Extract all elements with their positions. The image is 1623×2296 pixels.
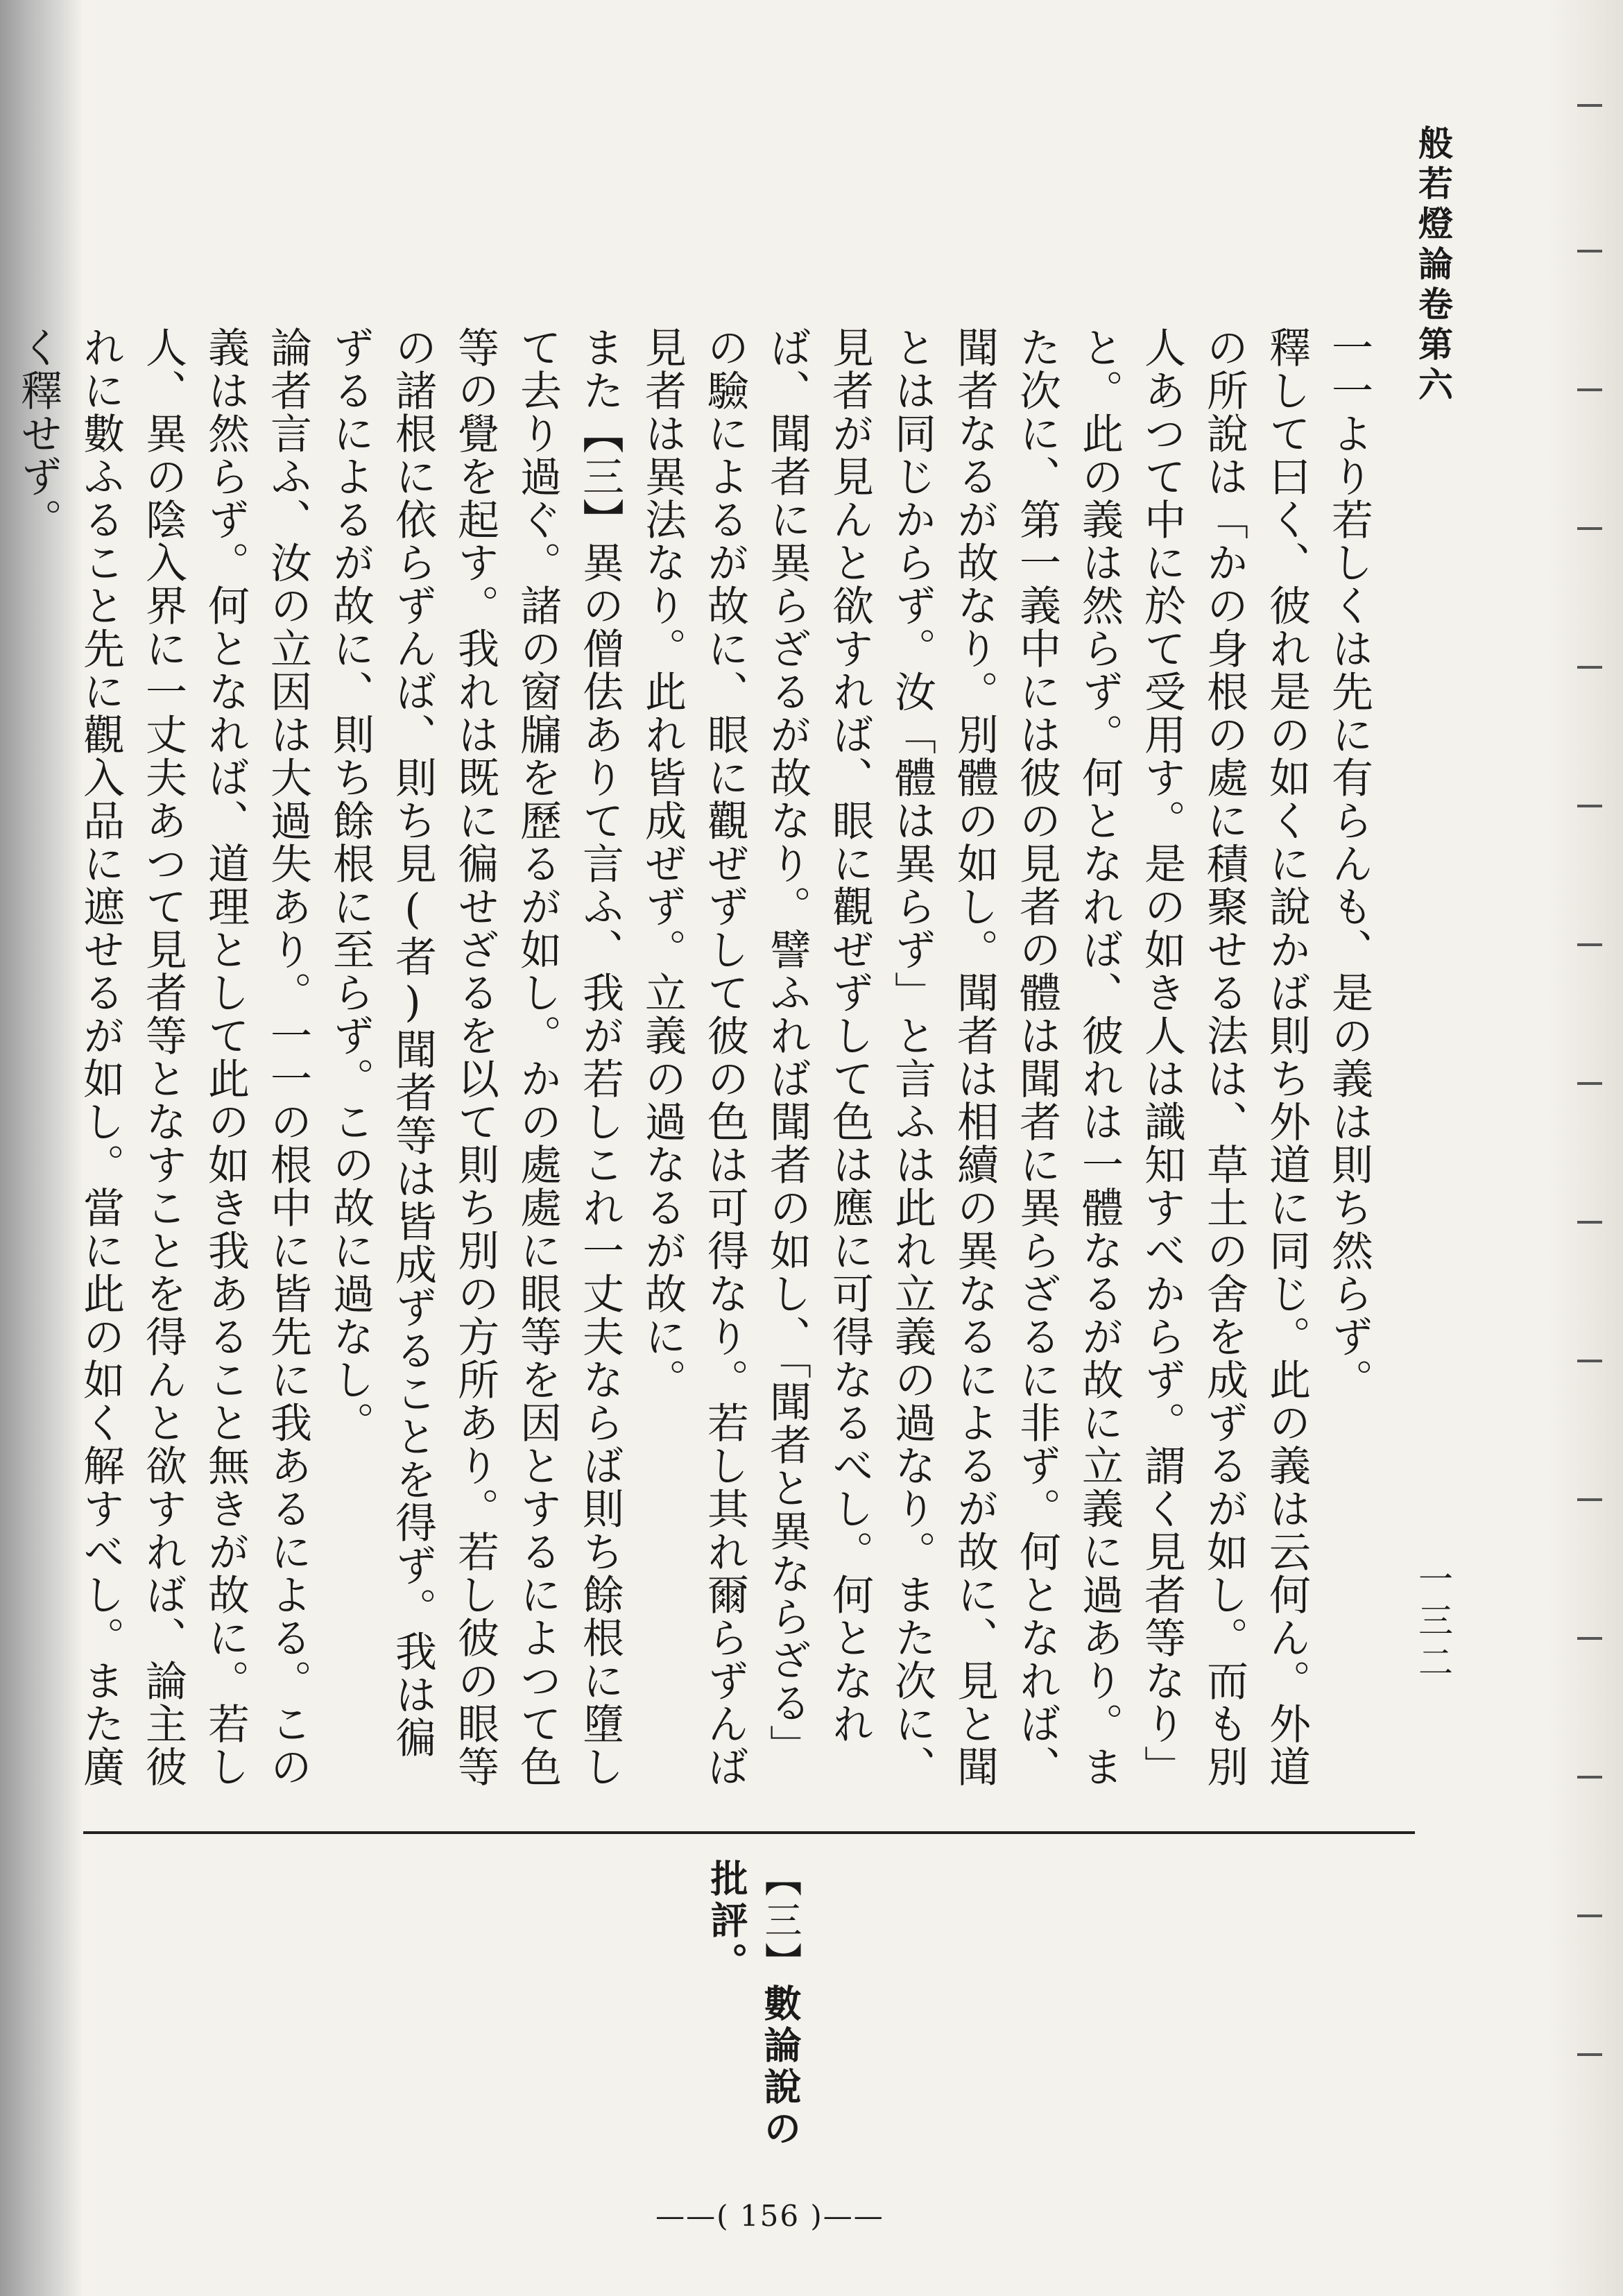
paragraph: また【三】異の僧佉ありて言ふ、我が若しこれ一丈夫ならば則ち餘根に墮して去り過ぐ。諸の窗牖を歷るが如し。かの處處に眼等を因とするによつて色等の覺を起す。我れは既に徧せざるを以て則ち別の方所あり。若し彼の眼等の諸根に依らずんば、則ち見(者)聞者等は皆成ずることを得ず。我は徧ずるによるが故に、則ち餘根に至らず。この故に過なし。 <box>326 326 624 1788</box>
margin-tick <box>1577 250 1602 252</box>
margin-tick <box>1577 1082 1602 1085</box>
paragraph: 論者言ふ、汝の立因は大過失あり。一一の根中に皆先に我あるによる。この義は然らず。何となれば、道理として此の如き我あること無きが故に。若し人、異の陰入界に一丈夫あつて見者等となすことを得んと欲すれば、論主彼れに數ふること先に觀入品に遮せるが如し。當に此の如く解すべし。また廣く釋せず。 <box>14 326 312 1788</box>
margin-tick <box>1577 1498 1602 1501</box>
footnote-marker: 【三】 <box>759 1859 802 1984</box>
margin-tick <box>1577 805 1602 807</box>
running-title: 般若燈論卷第六 <box>1413 125 1454 406</box>
scan-right-margin <box>1547 0 1623 2296</box>
paragraph: 一一より若しくは先に有らんも、是の義は則ち然らず。 <box>1325 326 1373 1401</box>
footnote-divider <box>83 1831 1415 1834</box>
margin-tick <box>1577 104 1602 107</box>
margin-tick <box>1577 1360 1602 1362</box>
body-text <box>14 326 1380 1797</box>
margin-tick <box>1577 943 1602 946</box>
paragraph <box>0 326 7 1797</box>
margin-tick <box>1577 1637 1602 1640</box>
paragraph: 釋して曰く、彼れ是の如くに說かば則ち外道に同じ。此の義は云何ん。外道の所說は「かの身根の處に積聚せる法は、草土の舍を成ずるが如し。而も別人あつて中に於て受用す。是の如き人は識知すべからず。謂く見者等なり」と。此の義は然らず。何となれば、彼れは一體なるが故に立義に過あり。また次に、第一義中には彼の見者の體は聞者に異らざるに非ず。何となれば、聞者なるが故なり。別體の如し。聞者は相續の異なるによるが故に、見と聞とは同じからず。汝「體は異らず」と言ふは此れ立義の過なり。また次に、見者が見んと欲すれば、眼に觀ぜずして色は應に可得なるべし。何となれば、聞者に異らざるが故なり。譬ふれば聞者の如し、「聞者と異ならざる」の驗によるが故に、眼に觀ぜずして彼の色は可得なり。若し其れ爾らずんば見者は異法なり。此れ皆成ぜず。立義の過なるが故に。 <box>638 326 1311 1788</box>
folio-number: ——( 156 )—— <box>655 2199 884 2233</box>
margin-tick <box>1577 666 1602 669</box>
margin-tick <box>1577 1221 1602 1224</box>
margin-tick <box>1577 1776 1602 1779</box>
margin-tick <box>1577 2053 1602 2056</box>
footnote <box>701 1859 807 2164</box>
margin-tick <box>1577 527 1602 530</box>
footnote-text: 數論說の批評。 <box>705 1859 802 2150</box>
margin-tick <box>1577 388 1602 391</box>
margin-tick <box>1577 1914 1602 1917</box>
page-number: 一三二 <box>1413 1561 1453 1686</box>
